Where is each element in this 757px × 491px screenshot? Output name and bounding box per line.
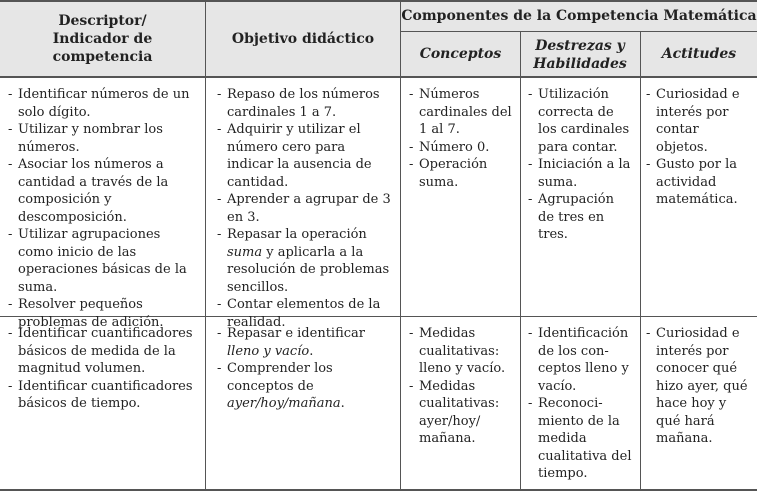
text-part: Comprender los conceptos de — [227, 361, 333, 394]
list-item: - Medidas cualitativas: ayer/hoy/ mañana. — [409, 378, 513, 448]
list-item: - Agrupación de tres en tres. — [528, 191, 634, 244]
list-item: - Contar elementos de la realidad. — [217, 296, 392, 331]
text-emphasis: ayer/hoy/mañana — [227, 396, 341, 411]
list-item — [217, 226, 392, 296]
rule-group-bottom — [400, 31, 757, 32]
list-item: - Adquirir y utilizar el número cero para indicar la ausencia de cantidad. — [217, 121, 392, 191]
row1-actitudes — [646, 86, 752, 209]
row1-descriptor — [8, 86, 193, 331]
row2-objetivo — [217, 325, 392, 413]
row2-destrezas — [528, 325, 634, 483]
col-sep-3 — [520, 31, 521, 491]
text-emphasis: suma — [227, 244, 263, 260]
col-sep-4 — [640, 31, 641, 491]
text-part: Repasar la operación — [227, 227, 367, 242]
list-item: - Iniciación a la suma. — [528, 156, 634, 191]
header-conceptos: Conceptos — [419, 46, 502, 62]
header-descriptor: Descriptor/ Indicador de competencia — [52, 13, 153, 65]
list-item: - Aprender a agrupar de 3 en 3. — [217, 191, 392, 226]
list-item: - Gusto por la actividad matemática. — [646, 156, 752, 209]
row1-destrezas — [528, 86, 634, 244]
row2-conceptos — [409, 325, 513, 448]
list-item: - Utilización correcta de los cardinales para contar. — [528, 86, 634, 156]
list-item: - Números cardinales del 1 al 7. — [409, 86, 513, 139]
list-item: - Identificación de los con- ceptos lleno y vacío. — [528, 325, 634, 395]
list-item — [217, 325, 392, 360]
list-item: - Reconoci- miento de la medida cualitativa del tiempo. — [528, 395, 634, 483]
col-sep-2 — [400, 0, 401, 491]
list-item: - Asociar los números a cantidad a través de la composición y descomposición. — [8, 156, 193, 226]
col-sep-1 — [205, 0, 206, 491]
text-part: Repasar e identificar — [227, 326, 365, 341]
header-actitudes: Actitudes — [661, 46, 737, 62]
dash-mark: - — [646, 326, 651, 341]
row1-objetivo — [217, 86, 392, 331]
list-item: - Medidas cualitativas: lleno y vacío. — [409, 325, 513, 378]
list-item: - Utilizar agrupaciones como inicio de las operaciones básicas de la suma. — [8, 226, 193, 296]
list-item: - Identificar cuantificadores básicos de tiempo. — [8, 378, 193, 413]
text-part: Curiosidad e interés por conocer qué hizo ayer, qué hace hoy y qué hará mañana. — [656, 326, 748, 446]
list-item — [646, 325, 752, 448]
rule-top — [0, 0, 757, 2]
list-item: - Utilizar y nombrar los números. — [8, 121, 193, 156]
list-item: - Repaso de los números cardinales 1 a 7. — [217, 86, 392, 121]
list-item: - Identificar cuantificadores básicos de medida de la magnitud volumen. — [8, 325, 193, 378]
list-item — [217, 360, 392, 413]
row1-conceptos — [409, 86, 513, 191]
list-item: - Identificar números de un solo dígito. — [8, 86, 193, 121]
rule-header-bottom — [0, 76, 757, 78]
header-objetivo: Objetivo didáctico — [231, 31, 375, 47]
text-part: . — [340, 396, 345, 411]
row2-actitudes — [646, 325, 752, 448]
list-item: - Operación suma. — [409, 156, 513, 191]
list-item: - Resolver pequeños problemas de adición. — [8, 296, 193, 331]
text-emphasis: lleno y vacío — [227, 343, 310, 359]
list-item: - Curiosidad e interés por contar objetos. — [646, 86, 752, 156]
list-item: - Número 0. — [409, 139, 513, 157]
header-destrezas: Destrezas y Habilidades — [533, 38, 627, 72]
header-componentes: Componentes de la Competencia Matemática — [401, 8, 757, 24]
text-part: . — [309, 343, 314, 359]
text-part: y aplicarla a la resolución de problemas sencillos. — [227, 244, 390, 295]
row2-descriptor — [8, 325, 193, 413]
